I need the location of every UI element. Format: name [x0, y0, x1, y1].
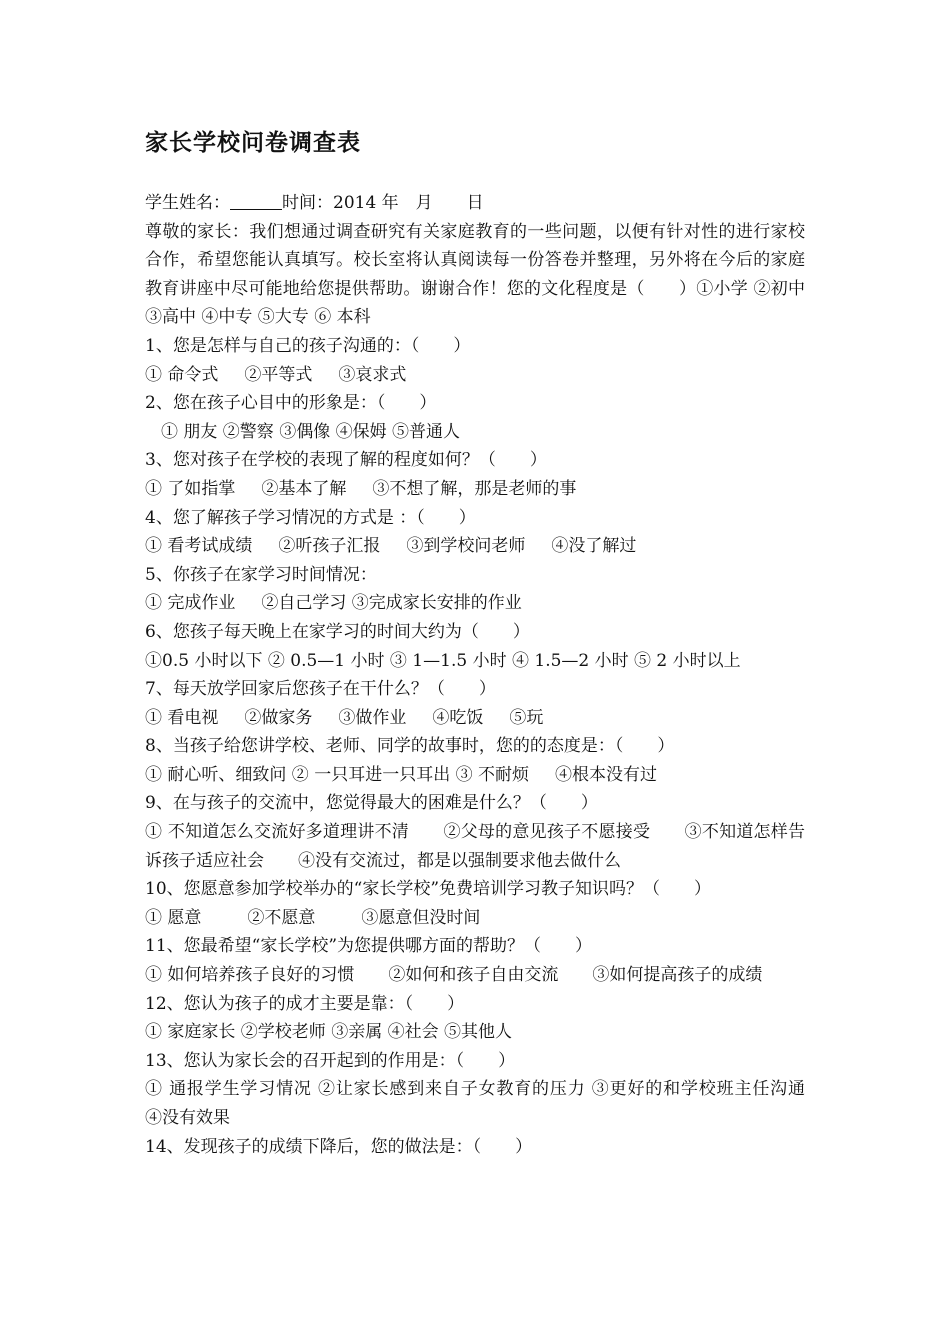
question: 10、您愿意参加学校举办的“家长学校”免费培训学习教子知识吗？（ ）	[145, 879, 712, 900]
option: ③到学校问老师	[406, 536, 526, 557]
option: ④吃饭	[432, 707, 484, 728]
option: ②自己学习 ③完成家长安排的作业	[261, 593, 522, 614]
header-line	[145, 189, 805, 218]
option: ① 耐心听、细致问 ② 一只耳进一只耳出 ③ 不耐烦	[145, 764, 530, 785]
option: ④没了解过	[551, 536, 637, 557]
option: ① 看电视	[145, 707, 219, 728]
option: ① 家庭家长 ②学校老师 ③亲属 ④社会 ⑤其他人	[145, 1022, 513, 1043]
question: 13、您认为家长会的召开起到的作用是：（ ）	[145, 1050, 516, 1071]
question: 14、发现孩子的成绩下降后，您的做法是：（ ）	[145, 1136, 533, 1157]
option: ②平等式	[244, 364, 313, 385]
question: 5、你孩子在家学习时间情况：	[145, 564, 377, 585]
question: 11、您最希望“家长学校”为您提供哪方面的帮助？（ ）	[145, 936, 593, 957]
question: 9、在与孩子的交流中，您觉得最大的困难是什么？（ ）	[145, 793, 598, 814]
answer-line	[145, 704, 805, 733]
time-label: 时间：2014 年 月 日	[282, 193, 484, 213]
option: ⑤玩	[509, 707, 544, 728]
question: 4、您了解孩子学习情况的方式是 ：（ ）	[145, 507, 476, 528]
answer-line	[145, 361, 805, 390]
answer-line: ① 不知道怎么交流好多道理讲不清 ②父母的意见孩子不愿接受 ③不知道怎样告诉孩子适应社会 ④没有交流过，都是以强制要求他去做什么	[145, 822, 805, 871]
survey-body	[145, 189, 839, 1161]
question: 8、当孩子给您讲学校、老师、同学的故事时，您的的态度是：（ ）	[145, 736, 675, 757]
option: ① 愿意	[145, 907, 202, 928]
option: ②不愿意	[247, 907, 316, 928]
answer-line	[145, 589, 805, 618]
question: 2、您在孩子心目中的形象是：（ ）	[145, 393, 437, 414]
intro-paragraph: 尊敬的家长：我们想通过调查研究有关家庭教育的一些问题，以便有针对性的进行家校合作，希望您能认真填写。校长室将认真阅读每一份答卷并整理，另外将在今后的家庭教育讲座中尽可能地给您提供帮助。谢谢合作！您的文化程度是（ ）①小学 ②初中 ③高中 ④中专 ⑤大专 ⑥ 本科	[145, 221, 805, 328]
answer-line	[145, 1018, 805, 1047]
option: ① 完成作业	[145, 593, 236, 614]
answer-line: ① 通报学生学习情况 ②让家长感到来自子女教育的压力 ③更好的和学校班主任沟通 ④没有效果	[145, 1079, 839, 1128]
answer-line	[145, 761, 805, 790]
name-label: 学生姓名：	[145, 193, 230, 213]
option: ① 看考试成绩	[145, 536, 253, 557]
question: 3、您对孩子在学校的表现了解的程度如何？（ ）	[145, 450, 547, 471]
option: ③不想了解，那是老师的事	[372, 478, 577, 499]
option: ③愿意但没时间	[361, 907, 481, 928]
option: ① 命令式	[145, 364, 219, 385]
option: ① 了如指掌	[145, 478, 236, 499]
question: 1、您是怎样与自己的孩子沟通的：（ ）	[145, 335, 471, 356]
question: 7、每天放学回家后您孩子在干什么？（ ）	[145, 679, 496, 700]
option: ④根本没有过	[555, 764, 658, 785]
option: ②基本了解	[261, 478, 347, 499]
answer-line: ① 如何培养孩子良好的习惯 ②如何和孩子自由交流 ③如何提高孩子的成绩	[145, 965, 763, 986]
answer-line	[145, 647, 805, 676]
option: ③哀求式	[338, 364, 407, 385]
answer-line	[145, 532, 805, 561]
answer-line	[145, 418, 805, 447]
question: 12、您认为孩子的成才主要是靠：（ ）	[145, 993, 465, 1014]
answer-line	[145, 475, 805, 504]
option: ②听孩子汇报	[278, 536, 381, 557]
option: ③做作业	[338, 707, 407, 728]
option: ②做家务	[244, 707, 313, 728]
option: ① 朋友 ②警察 ③偶像 ④保姆 ⑤普通人	[161, 421, 461, 442]
question: 6、您孩子每天晚上在家学习的时间大约为（ ）	[145, 621, 530, 642]
answer-line	[145, 904, 805, 933]
name-blank	[230, 191, 282, 210]
option: ①0.5 小时以下 ② 0.5—1 小时 ③ 1—1.5 小时 ④ 1.5—2 小时 ⑤ 2 小时以上	[145, 650, 741, 671]
page-title: 家长学校问卷调查表	[145, 129, 361, 156]
